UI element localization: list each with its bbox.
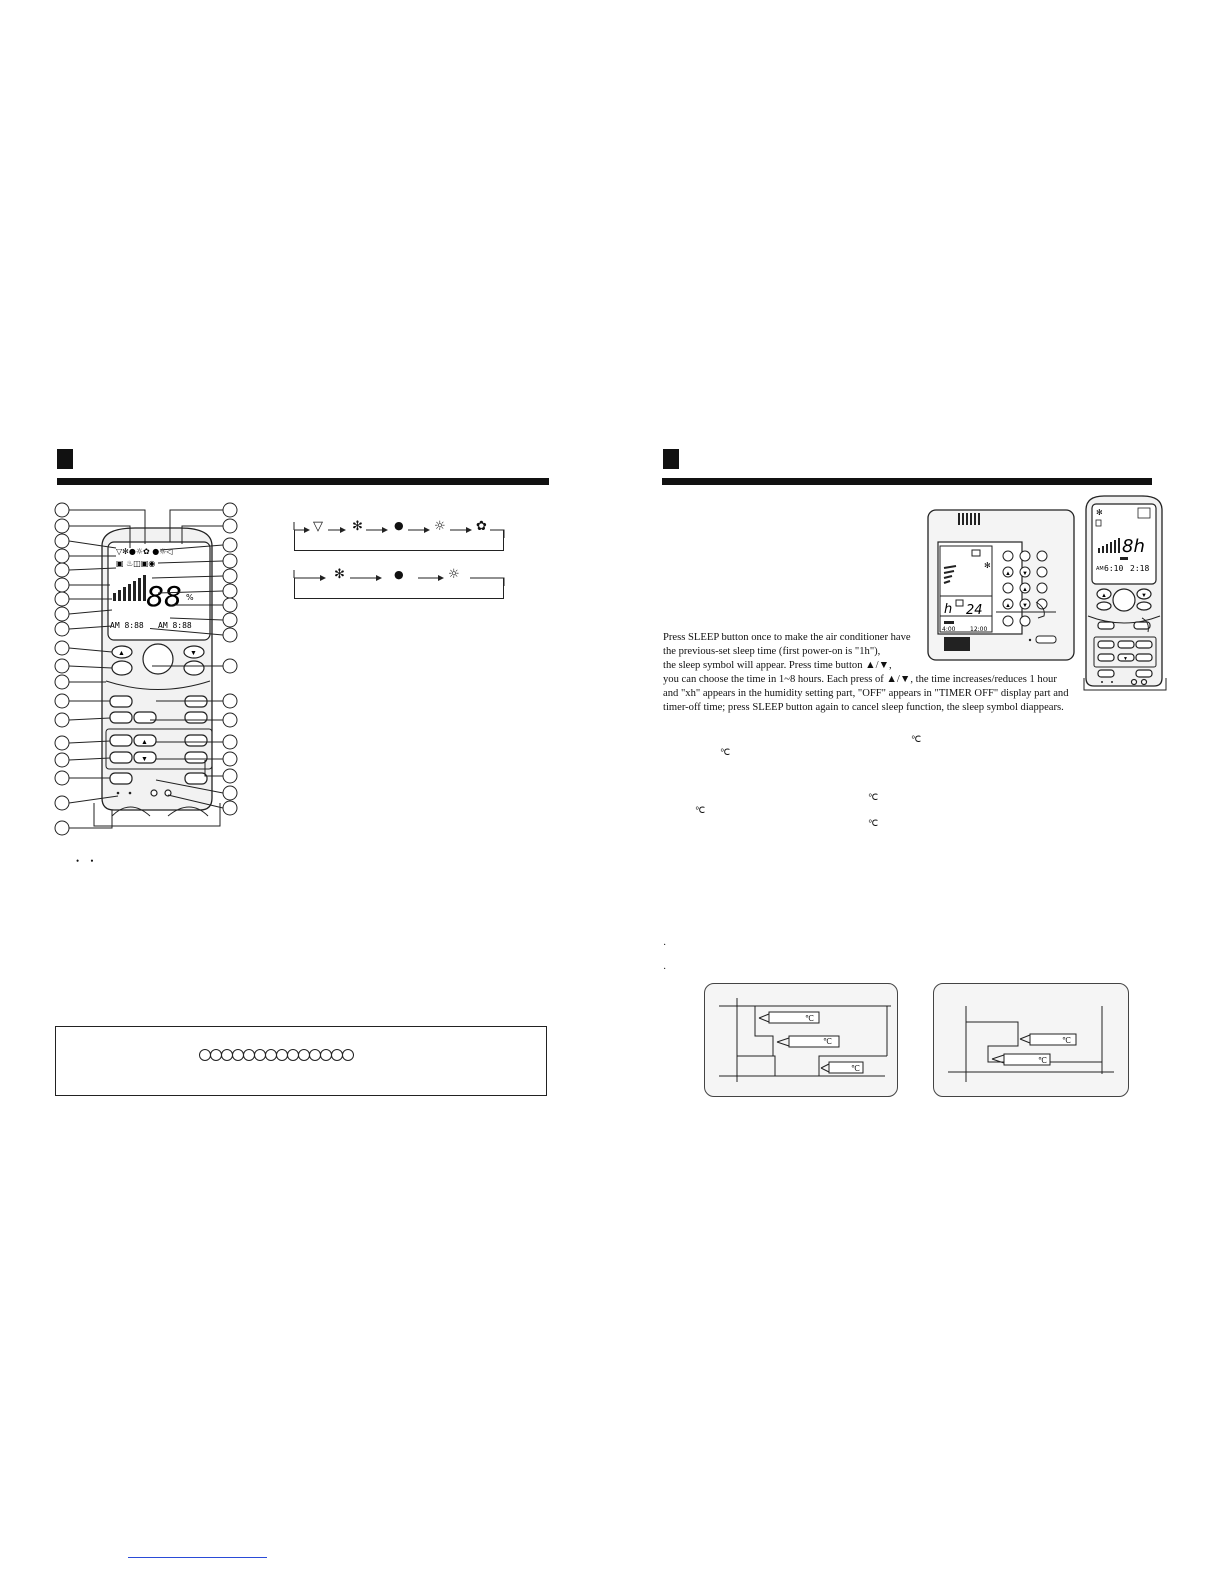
remote-display-sleep-hours: 8h	[1122, 536, 1145, 557]
note-box	[55, 1026, 547, 1096]
svg-text:▼: ▼	[190, 649, 197, 657]
sleep-paragraph-line-4: you can choose the time in 1~8 hours. Each press of ▲/▼, the time increases/reduces 1 hour	[663, 674, 1057, 685]
left-section-marker	[57, 449, 73, 469]
sleep-paragraph-line-1: Press SLEEP button once to make the air conditioner have	[663, 632, 911, 643]
svg-text:▼: ▼	[1022, 603, 1028, 609]
cycle-short-icon-heat: ☼	[448, 567, 460, 582]
svg-text:✻: ✻	[984, 561, 991, 570]
cycle-icon-fan: ✿	[476, 519, 487, 534]
sleep-curve-cooling	[704, 983, 898, 1097]
svg-text:▲: ▲	[141, 738, 148, 746]
sleep-paragraph-line-6: timer-off time; press SLEEP button again to cancel sleep function, the sleep symbol diappears.	[663, 702, 1064, 713]
svg-text:▲: ▲	[1022, 587, 1028, 593]
right-remote-illustration	[1080, 492, 1170, 692]
remote-am-label: AM	[1096, 566, 1104, 572]
panel-display-temp: 24	[966, 603, 983, 618]
svg-text:▲: ▲	[1005, 603, 1011, 609]
callout-column-right	[150, 498, 250, 838]
cycle-short-icon-dry: ●	[394, 568, 404, 581]
sleep-paragraph-line-3: the sleep symbol will appear. Press time button ▲/▼,	[663, 660, 892, 671]
svg-text:▽✻●☼✿ ●☼◁: ▽✻●☼✿ ●☼◁	[116, 547, 173, 556]
bullet-2: ·	[663, 964, 667, 975]
curve2-label-1: ℃	[1062, 1036, 1071, 1045]
cycle-icon-heat: ☼	[434, 519, 446, 534]
svg-text:▼: ▼	[141, 755, 148, 763]
degree-mark-2: ℃	[720, 747, 731, 757]
panel-time-1: 4:00	[942, 626, 956, 633]
remote-time-2: 2:18	[1130, 564, 1150, 573]
curve2-label-2: ℃	[1038, 1056, 1047, 1065]
sleep-paragraph-line-2: the previous-set sleep time (first power-on is "1h"),	[663, 646, 881, 657]
lcd-time-left: AM 8:88	[110, 621, 144, 630]
panel-display-hours: h	[944, 602, 953, 617]
footer-link-underline[interactable]	[128, 1557, 267, 1558]
svg-text:✻: ✻	[1096, 508, 1103, 517]
curve1-label-3: ℃	[851, 1064, 860, 1073]
degree-mark-3: ℃	[868, 792, 879, 802]
left-header-rule	[57, 478, 549, 485]
degree-mark-1: ℃	[911, 734, 922, 744]
curve1-label-1: ℃	[805, 1014, 814, 1023]
cycle-short-icon-cool: ✻	[334, 567, 345, 582]
cycle-icon-dry: ●	[394, 519, 404, 532]
svg-text:▣ ♨◫▣◉: ▣ ♨◫▣◉	[116, 559, 156, 568]
stray-dots: • •	[76, 856, 94, 866]
degree-mark-4: ℃	[695, 805, 706, 815]
svg-text:▼: ▼	[1022, 571, 1028, 577]
svg-text:▲: ▲	[1005, 571, 1011, 577]
note-circles-row	[198, 1048, 358, 1062]
right-section-marker	[663, 449, 679, 469]
remote-time-1: 6:10	[1104, 564, 1124, 573]
svg-text:▲: ▲	[1101, 593, 1107, 599]
lcd-big-digits: 88	[146, 580, 182, 613]
cycle-icon-cool: ✻	[352, 519, 363, 534]
svg-text:▼: ▼	[1141, 593, 1147, 599]
wired-panel-illustration	[926, 508, 1076, 663]
cycle-icon-auto: ▽	[313, 519, 323, 534]
svg-text:▼: ▼	[1123, 657, 1128, 662]
lcd-time-right: AM 8:88	[158, 621, 192, 630]
right-header-rule	[662, 478, 1152, 485]
sleep-paragraph-line-5: and "xh" appears in the humidity setting part, "OFF" appears in "TIMER OFF" display part and	[663, 688, 1069, 699]
svg-text:▲: ▲	[118, 649, 125, 657]
curve1-label-2: ℃	[823, 1037, 832, 1046]
sleep-curve-heating	[933, 983, 1129, 1097]
lcd-percent: %	[186, 593, 194, 602]
degree-mark-5: ℃	[868, 818, 879, 828]
bullet-1: ·	[663, 940, 667, 951]
panel-time-2: 12:00	[970, 626, 988, 633]
